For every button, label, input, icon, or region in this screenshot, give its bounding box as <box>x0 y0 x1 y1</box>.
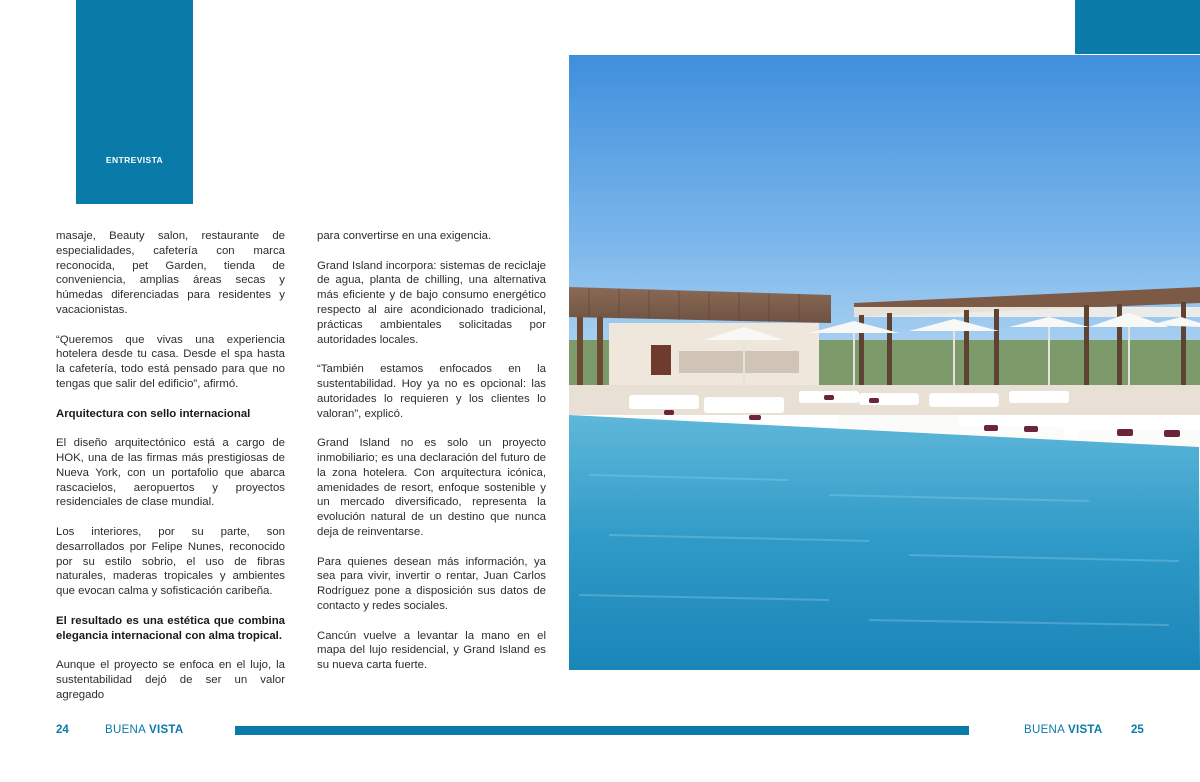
pool-scene-illustration <box>569 55 1200 670</box>
quote-paragraph: “Queremos que vivas una experiencia hotelera desde tu casa. Desde el spa hasta la cafetería, todo está pensado para que no tengas que salir del edificio”, afirmó. <box>56 333 285 390</box>
page-number-right: 25 <box>1131 724 1144 736</box>
highlight-paragraph: El resultado es una estética que combina elegancia internacional con alma tropical. <box>56 614 285 642</box>
section-tab <box>76 0 193 204</box>
brand-word: BUENA <box>1024 724 1065 736</box>
paragraph: Cancún vuelve a levantar la mano en el mapa del lujo residencial, y Grand Island es su nueva carta fuerte. <box>317 629 546 672</box>
corner-accent-block <box>1075 0 1200 54</box>
paragraph: Para quienes desean más información, ya sea para vivir, invertir o rentar, Juan Carlos Rodríguez pone a disposición sus datos de contacto y redes sociales. <box>317 555 546 612</box>
brand-word-bold: VISTA <box>149 724 184 736</box>
paragraph: El diseño arquitectónico está a cargo de HOK, una de las firmas más prestigiosas de Nueva York, con un portafolio que abarca rascacielos, aeropuertos y proyectos residenciales de clase mundial. <box>56 437 285 509</box>
pool-water <box>569 415 1200 670</box>
magazine-brand-left <box>105 724 184 736</box>
paragraph: para convertirse en una exigencia. <box>317 230 492 242</box>
section-heading: Arquitectura con sello internacional <box>56 407 251 420</box>
paragraph: Grand Island incorpora: sistemas de reciclaje de agua, planta de chilling, una alternativa más eficiente y de bajo consumo energético respecto al aire acondicionado tradicional, prácticas ambientales solicitadas por autoridades locales. <box>317 259 546 346</box>
paragraph: Los interiores, por su parte, son desarrollados por Felipe Nunes, reconocido por su estilo sobrio, el uso de fibras naturales, maderas tropicales y ambientes que evocan calma y sofisticación caribeña. <box>56 525 285 598</box>
brand-word-bold: VISTA <box>1068 724 1103 736</box>
magazine-brand-right <box>1024 724 1103 736</box>
page-number-left: 24 <box>56 724 69 736</box>
article-column-right <box>317 229 546 688</box>
paragraph: masaje, Beauty salon, restaurante de especialidades, cafetería con marca reconocida, pet Garden, tienda de conveniencia, amplias áreas secas y húmedas diferenciadas para residentes y vacacionistas. <box>56 230 285 316</box>
resort-pool-photo <box>569 55 1200 670</box>
footer-rule <box>235 726 969 735</box>
quote-paragraph: “También estamos enfocados en la sustentabilidad. Hoy ya no es opcional: las autoridades lo requieren y los clientes lo valoran”, explicó. <box>317 363 546 420</box>
brand-word: BUENA <box>105 724 146 736</box>
section-label: ENTREVISTA <box>105 155 164 165</box>
paragraph: Grand Island no es solo un proyecto inmobiliario; es una declaración del futuro de la zona hotelera. Con arquitectura icónica, amenidades de resort, enfoque sostenible y un mercado diversificado, representa la evolución natural de un destino que nunca deja de reinventarse. <box>317 437 546 538</box>
paragraph: Aunque el proyecto se enfoca en el lujo, la sustentabilidad dejó de ser un valor agregado <box>56 659 285 701</box>
article-column-left <box>56 229 285 717</box>
